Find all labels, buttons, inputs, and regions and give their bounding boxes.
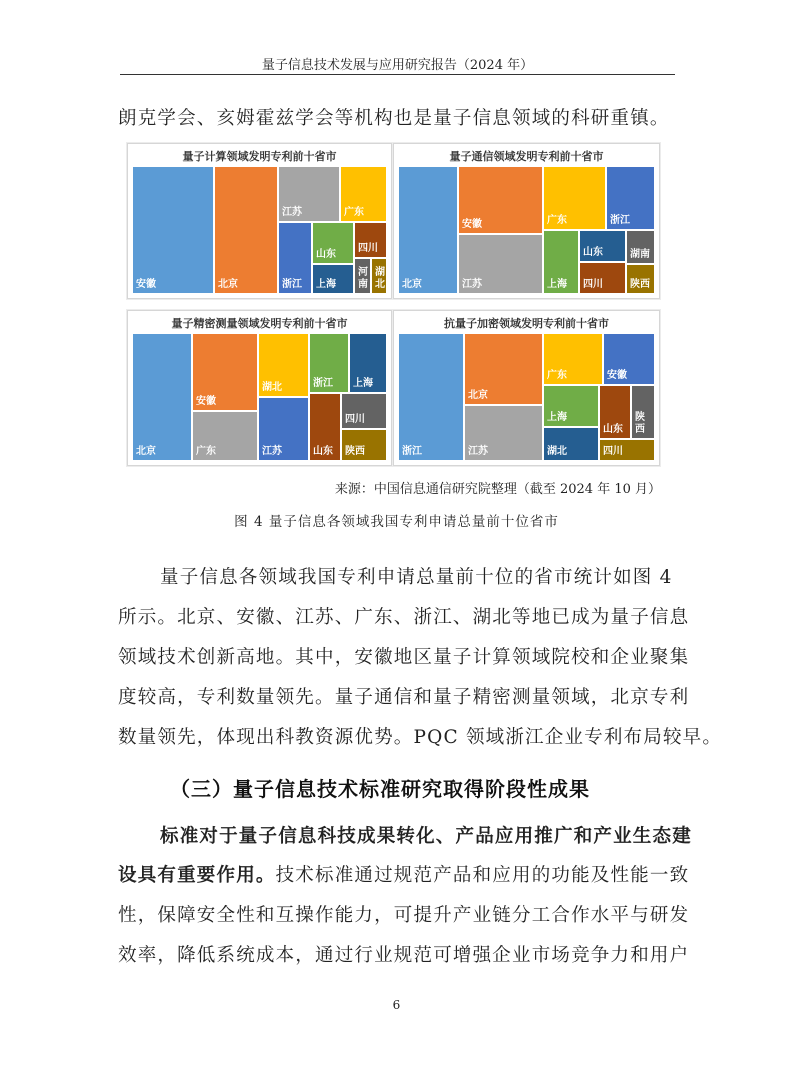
- treemap-cell: [214, 166, 278, 294]
- treemap-panel-quantum-computing: [127, 143, 392, 299]
- paragraph-line: 所示。北京、安徽、江苏、广东、浙江、湖北等地已成为量子信息: [118, 607, 690, 628]
- paragraph-text: 技术标准通过规范产品和应用的功能及性能一致: [275, 865, 690, 886]
- treemap-cell-label: 安徽: [462, 219, 482, 230]
- treemap-cell: [599, 385, 631, 439]
- treemap-cell: [132, 166, 214, 294]
- treemap-panel-quantum-metrology: [127, 310, 392, 466]
- treemap-cell: [543, 333, 603, 385]
- treemap-cell: [349, 333, 387, 393]
- treemap-cell: [312, 222, 354, 264]
- treemap-cell-label: 湖 北: [375, 267, 385, 290]
- treemap-cell-label: 江苏: [282, 207, 302, 218]
- treemap-cell-label: 广东: [344, 207, 364, 218]
- treemap-cell-label: 安徽: [196, 396, 216, 407]
- treemap-cell: [631, 385, 655, 439]
- treemap-cell-label: 浙江: [313, 378, 333, 389]
- treemap-cell: [309, 393, 341, 461]
- treemap-cell-label: 上海: [547, 279, 567, 290]
- bold-phrase: 设具有重要作用。: [118, 865, 276, 886]
- paragraph-line: 领域技术创新高地。其中，安徽地区量子计算领域院校和企业聚集: [118, 647, 690, 668]
- treemap-cell: [599, 439, 655, 461]
- treemap-cell: [278, 166, 340, 222]
- treemap-cell-label: 浙江: [610, 215, 630, 226]
- paragraph-line: 量子信息各领域我国专利申请总量前十位的省市统计如图 4: [160, 567, 673, 588]
- treemap-cell-label: 广东: [547, 370, 567, 381]
- page-number: 6: [392, 998, 401, 1012]
- treemap-cell: [579, 230, 626, 262]
- paragraph-line: 度较高，专利数量领先。量子通信和量子精密测量领域，北京专利: [118, 687, 690, 708]
- paragraph-line: 数量领先，体现出科教资源优势。PQC 领域浙江企业专利布局较早。: [118, 727, 723, 748]
- treemap-panel-post-quantum-crypto: [393, 310, 660, 466]
- paragraph-line: 性，保障安全性和互操作能力，可提升产业链分工合作水平与研发: [118, 905, 690, 926]
- treemap-cell-label: 江苏: [462, 279, 482, 290]
- treemap-cell: [354, 258, 371, 294]
- treemap-cell-label: 上海: [547, 412, 567, 423]
- panel-title: 量子精密测量领域发明专利前十省市: [171, 317, 348, 330]
- treemap-cell: [192, 411, 258, 461]
- treemap-cell: [464, 333, 543, 405]
- treemap-cell: [258, 397, 309, 461]
- treemap: [132, 166, 387, 294]
- treemap-cell: [458, 166, 543, 234]
- treemap-cell-label: 山东: [313, 446, 333, 457]
- treemap-cell: [398, 333, 464, 461]
- treemap-cell-label: 安徽: [607, 370, 627, 381]
- treemap-cell: [278, 222, 312, 294]
- treemap-cell: [606, 166, 655, 230]
- intro-line: 朗克学会、亥姆霍兹学会等机构也是量子信息领域的科研重镇。: [118, 108, 670, 129]
- treemap-cell: [543, 385, 599, 427]
- treemap-cell-label: 山东: [316, 249, 336, 260]
- treemap-cell: [626, 230, 655, 264]
- treemap-cell: [603, 333, 655, 385]
- treemap-cell: [626, 264, 655, 294]
- panel-title: 量子通信领域发明专利前十省市: [449, 150, 604, 163]
- treemap-cell: [458, 234, 543, 294]
- treemap-cell-label: 浙江: [282, 279, 302, 290]
- treemap-cell: [543, 166, 606, 230]
- paragraph-line: [118, 861, 689, 887]
- treemap-cell-label: 上海: [353, 378, 373, 389]
- treemap: [398, 333, 655, 461]
- figure-source: 来源：中国信息通信研究院整理（截至 2024 年 10 月）: [334, 482, 661, 497]
- treemap-cell-label: 山东: [583, 247, 603, 258]
- treemap-cell: [312, 264, 354, 294]
- treemap-cell-label: 北京: [136, 446, 156, 457]
- treemap-cell-label: 江苏: [468, 446, 488, 457]
- treemap-cell-label: 河 南: [358, 267, 368, 290]
- treemap-cell: [341, 393, 387, 429]
- treemap-cell-label: 陕西: [630, 279, 650, 290]
- treemap-cell: [354, 222, 387, 258]
- treemap-cell: [192, 333, 258, 411]
- treemap-cell: [309, 333, 349, 393]
- treemap-cell: [132, 333, 192, 461]
- treemap-cell: [258, 333, 309, 397]
- treemap-cell-label: 北京: [402, 279, 422, 290]
- treemap-cell: [398, 166, 458, 294]
- paragraph-line: 效率，降低系统成本，通过行业规范可增强企业市场竞争力和用户: [118, 945, 690, 966]
- treemap-panel-quantum-communication: [393, 143, 660, 299]
- treemap-cell-label: 上海: [316, 279, 336, 290]
- treemap-cell-label: 湖北: [547, 446, 567, 457]
- treemap: [132, 333, 387, 461]
- treemap-cell-label: 广东: [547, 215, 567, 226]
- treemap-cell: [543, 230, 579, 294]
- treemap-cell-label: 北京: [218, 279, 238, 290]
- treemap-cell-label: 陕西: [345, 446, 365, 457]
- treemap-cell-label: 四川: [358, 243, 378, 254]
- treemap-cell-label: 湖北: [262, 382, 282, 393]
- treemap-cell-label: 山东: [603, 424, 623, 435]
- treemap-cell-label: 广东: [196, 446, 216, 457]
- treemap-cell: [340, 166, 387, 222]
- treemap-cell-label: 四川: [583, 279, 603, 290]
- treemap-cell-label: 浙江: [402, 446, 422, 457]
- treemap-cell-label: 湖南: [630, 249, 650, 260]
- treemap-cell: [464, 405, 543, 461]
- treemap-cell-label: 四川: [603, 446, 623, 457]
- treemap-cell-label: 四川: [345, 414, 365, 425]
- treemap-cell: [579, 262, 626, 294]
- treemap-cell-label: 江苏: [262, 446, 282, 457]
- header-rule: [120, 74, 675, 75]
- section-heading: （三）量子信息技术标准研究取得阶段性成果: [170, 777, 590, 801]
- treemap-cell: [341, 429, 387, 461]
- treemap-cell: [371, 258, 387, 294]
- treemap-cell-label: 北京: [468, 390, 488, 401]
- paragraph-line: 标准对于量子信息科技成果转化、产品应用推广和产业生态建: [160, 826, 692, 847]
- figure-caption: 图 4 量子信息各领域我国专利申请总量前十位省市: [234, 514, 559, 530]
- panel-title: 量子计算领域发明专利前十省市: [182, 150, 337, 163]
- treemap-cell: [543, 427, 599, 461]
- treemap-cell-label: 陕 西: [635, 412, 645, 435]
- treemap: [398, 166, 655, 294]
- treemap-cell-label: 安徽: [136, 279, 156, 290]
- running-header: 量子信息技术发展与应用研究报告（2024 年）: [261, 58, 534, 73]
- panel-title: 抗量子加密领域发明专利前十省市: [444, 317, 609, 330]
